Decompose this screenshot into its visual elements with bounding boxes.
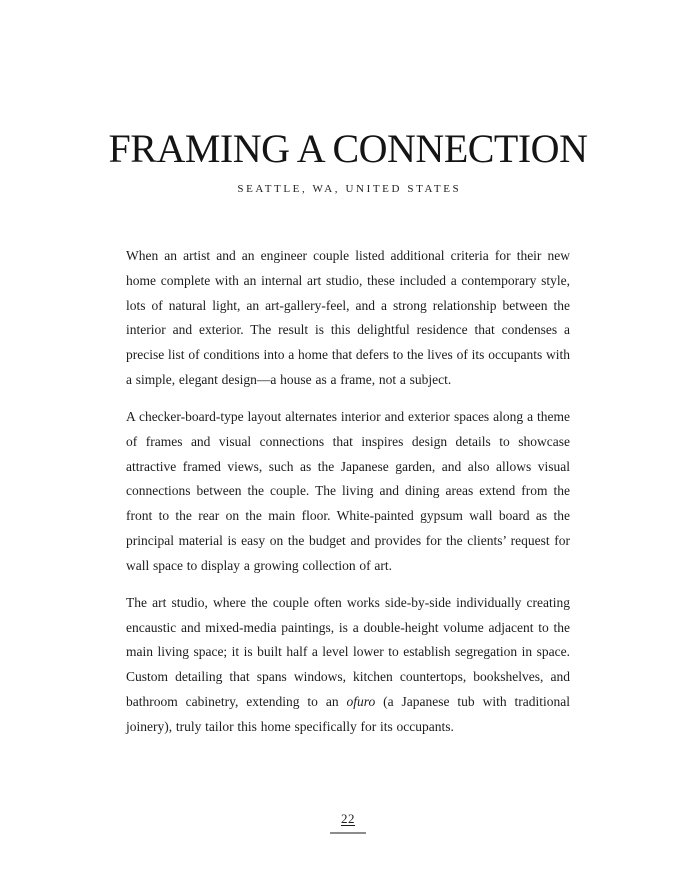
- body-text: [126, 244, 570, 740]
- footer-rule: [330, 832, 366, 834]
- chapter-title: FRAMING A CONNECTION: [108, 126, 588, 171]
- paragraph-3-text-lead: The art studio, where the couple often works side-by-side individually creating encaustic and mixed-media paintings, is a double-height volume adjacent to the main living space; it is built half a level lower to establish segregation in space. Custom detailing that spans windows, kitchen countertops, bookshelves, and bathroom cabinetry, extending to an: [126, 594, 570, 709]
- italic-term-ofuro: ofuro: [346, 693, 376, 709]
- chapter-subtitle: SEATTLE, WA, UNITED STATES: [237, 183, 462, 195]
- paragraph-3: [126, 591, 570, 740]
- chapter-header: [0, 0, 696, 195]
- paragraph-3-text-tail: (a Japanese tub with traditional joinery), truly tailor this home specifically for its occupants.: [126, 693, 570, 734]
- page-footer: [0, 810, 696, 834]
- paragraph-2: A checker-board-type layout alternates interior and exterior spaces along a theme of frames and visual connections that inspires design details to showcase attractive framed views, such as the Japanese garden, and also allows visual connections between the couple. The living and dining areas extend from the front to the rear on the main floor. White-painted gypsum wall board as the principal material is easy on the budget and provides for the clients’ request for wall space to display a growing collection of art.: [126, 408, 570, 573]
- paragraph-1: When an artist and an engineer couple listed additional criteria for their new home complete with an internal art studio, these included a contemporary style, lots of natural light, an art-gallery-feel, and a strong relationship between the interior and exterior. The result is this delightful residence that condenses a precise list of conditions into a home that defers to the lives of its occupants with a simple, elegant design—a house as a frame, not a subject.: [126, 248, 570, 387]
- page-number: 22: [341, 811, 355, 826]
